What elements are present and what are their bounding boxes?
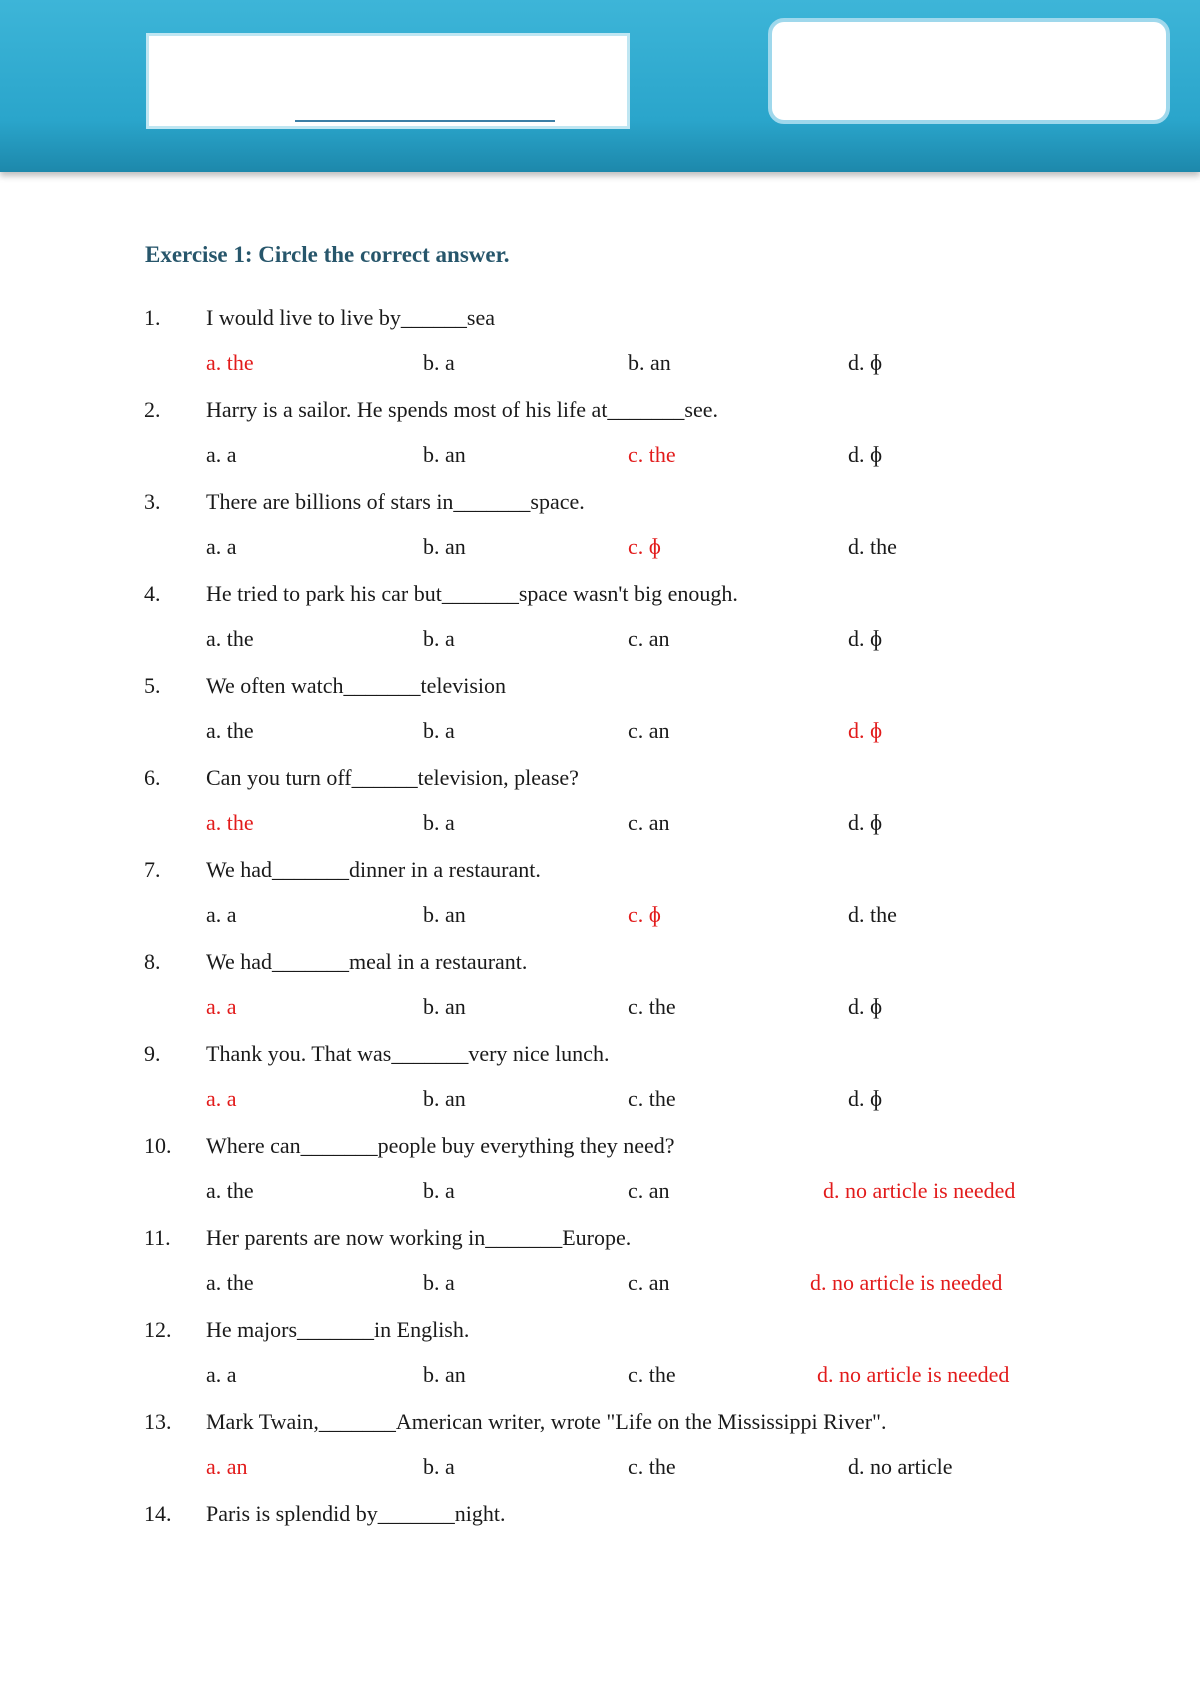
question-text: Thank you. That was_______very nice lunch. bbox=[206, 1041, 610, 1066]
question-number: 5. bbox=[144, 673, 161, 698]
question-text: There are billions of stars in_______space. bbox=[206, 489, 585, 514]
option-c[interactable]: c. ɸ bbox=[628, 534, 661, 559]
option-a[interactable]: a. the bbox=[206, 1270, 254, 1295]
question-item bbox=[0, 1500, 1200, 1592]
option-d[interactable]: d. the bbox=[848, 902, 897, 927]
option-c[interactable]: c. an bbox=[628, 810, 670, 835]
option-a[interactable]: a. a bbox=[206, 442, 237, 467]
question-text: Harry is a sailor. He spends most of his life at_______see. bbox=[206, 397, 719, 422]
option-c[interactable]: c. an bbox=[628, 718, 670, 743]
question-text: Can you turn off______television, please? bbox=[206, 765, 579, 790]
option-b[interactable]: b. an bbox=[423, 1362, 466, 1387]
option-c[interactable]: c. an bbox=[628, 1178, 670, 1203]
option-d[interactable]: d. ɸ bbox=[848, 442, 883, 467]
option-d[interactable]: d. ɸ bbox=[848, 810, 883, 835]
option-a[interactable]: a. a bbox=[206, 1086, 237, 1111]
question-text: We had_______dinner in a restaurant. bbox=[206, 857, 541, 882]
option-d[interactable]: d. ɸ bbox=[848, 718, 883, 743]
option-b[interactable]: b. an bbox=[423, 994, 466, 1019]
option-b[interactable]: b. a bbox=[423, 810, 455, 835]
option-a[interactable]: a. the bbox=[206, 1178, 254, 1203]
question-number: 1. bbox=[144, 305, 161, 330]
option-b[interactable]: b. a bbox=[423, 350, 455, 375]
option-c[interactable]: c. an bbox=[628, 1270, 670, 1295]
option-a[interactable]: a. a bbox=[206, 1362, 237, 1387]
question-number: 11. bbox=[144, 1225, 171, 1250]
question-number: 2. bbox=[144, 397, 161, 422]
question-text: Where can_______people buy everything they need? bbox=[206, 1133, 675, 1158]
option-d[interactable]: d. no article bbox=[848, 1454, 953, 1479]
question-item bbox=[0, 1224, 1200, 1316]
question-text: I would live to live by______sea bbox=[206, 305, 496, 330]
option-b[interactable]: b. a bbox=[423, 1454, 455, 1479]
option-c[interactable]: c. the bbox=[628, 994, 676, 1019]
option-a[interactable]: a. the bbox=[206, 350, 254, 375]
option-a[interactable]: a. a bbox=[206, 534, 237, 559]
question-item bbox=[0, 1040, 1200, 1132]
option-b[interactable]: b. an bbox=[423, 534, 466, 559]
option-c[interactable]: b. an bbox=[628, 350, 671, 375]
option-b[interactable]: b. an bbox=[423, 1086, 466, 1111]
question-number: 4. bbox=[144, 581, 161, 606]
option-d[interactable]: d. the bbox=[848, 534, 897, 559]
question-number: 9. bbox=[144, 1041, 161, 1066]
question-number: 13. bbox=[144, 1409, 172, 1434]
option-d[interactable]: d. ɸ bbox=[848, 626, 883, 651]
question-item bbox=[0, 488, 1200, 580]
question-number: 12. bbox=[144, 1317, 172, 1342]
option-d[interactable]: d. ɸ bbox=[848, 994, 883, 1019]
option-c[interactable]: c. an bbox=[628, 626, 670, 651]
option-b[interactable]: b. a bbox=[423, 1178, 455, 1203]
option-a[interactable]: a. an bbox=[206, 1454, 248, 1479]
question-number: 14. bbox=[144, 1501, 172, 1526]
option-a[interactable]: a. a bbox=[206, 994, 237, 1019]
question-item bbox=[0, 1316, 1200, 1408]
option-b[interactable]: b. an bbox=[423, 442, 466, 467]
question-item bbox=[0, 1132, 1200, 1224]
option-d[interactable]: d. ɸ bbox=[848, 350, 883, 375]
option-b[interactable]: b. an bbox=[423, 902, 466, 927]
question-item bbox=[0, 304, 1200, 396]
option-a[interactable]: a. the bbox=[206, 626, 254, 651]
question-item bbox=[0, 672, 1200, 764]
question-number: 7. bbox=[144, 857, 161, 882]
option-d[interactable]: d. no article is needed bbox=[823, 1178, 1016, 1203]
question-text: We had_______meal in a restaurant. bbox=[206, 949, 528, 974]
question-text: Mark Twain,_______American writer, wrote "Life on the Mississippi River". bbox=[206, 1409, 887, 1434]
question-item bbox=[0, 580, 1200, 672]
question-item bbox=[0, 856, 1200, 948]
question-text: We often watch_______television bbox=[206, 673, 507, 698]
question-number: 6. bbox=[144, 765, 161, 790]
option-d[interactable]: d. no article is needed bbox=[817, 1362, 1010, 1387]
question-text: He tried to park his car but_______space wasn't big enough. bbox=[206, 581, 738, 606]
question-text: He majors_______in English. bbox=[206, 1317, 470, 1342]
option-b[interactable]: b. a bbox=[423, 1270, 455, 1295]
question-number: 8. bbox=[144, 949, 161, 974]
option-c[interactable]: c. the bbox=[628, 1086, 676, 1111]
question-text: Paris is splendid by_______night. bbox=[206, 1501, 506, 1526]
option-a[interactable]: a. the bbox=[206, 810, 254, 835]
option-c[interactable]: c. the bbox=[628, 1454, 676, 1479]
question-item bbox=[0, 764, 1200, 856]
exercise-heading: Exercise 1: Circle the correct answer. bbox=[145, 242, 510, 267]
option-d[interactable]: d. no article is needed bbox=[810, 1270, 1003, 1295]
question-item bbox=[0, 948, 1200, 1040]
option-c[interactable]: c. the bbox=[628, 1362, 676, 1387]
option-c[interactable]: c. ɸ bbox=[628, 902, 661, 927]
option-a[interactable]: a. a bbox=[206, 902, 237, 927]
question-item bbox=[0, 396, 1200, 488]
option-a[interactable]: a. the bbox=[206, 718, 254, 743]
option-c[interactable]: c. the bbox=[628, 442, 676, 467]
question-number: 10. bbox=[144, 1133, 172, 1158]
question-text: Her parents are now working in_______Europe. bbox=[206, 1225, 632, 1250]
option-b[interactable]: b. a bbox=[423, 626, 455, 651]
option-d[interactable]: d. ɸ bbox=[848, 1086, 883, 1111]
question-number: 3. bbox=[144, 489, 161, 514]
question-item bbox=[0, 1408, 1200, 1500]
option-b[interactable]: b. a bbox=[423, 718, 455, 743]
